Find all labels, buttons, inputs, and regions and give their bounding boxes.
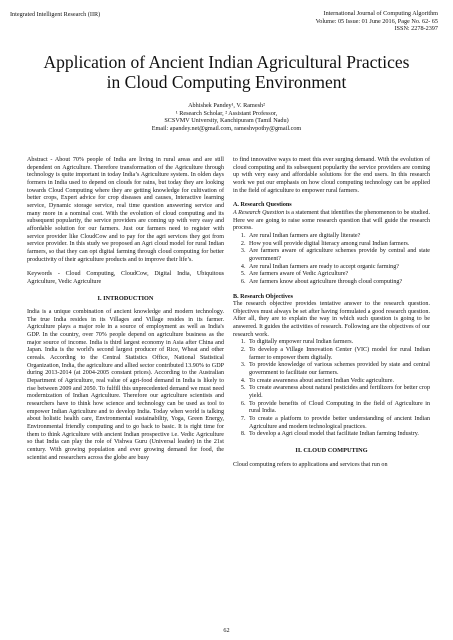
list-item: 7. To create a platform to provide better understanding of ancient Indian Agriculture and modern technological practices. (247, 416, 430, 431)
list-item: 5. Are farmers aware of Vedic Agriculture? (247, 271, 430, 279)
author-names: Abhishek Pandey¹, V. Ramesh² (188, 102, 265, 109)
list-item: 6. Are farmers know about agriculture through cloud computing? (247, 279, 430, 287)
abstract: Abstract - About 70% people of India are living in rural areas and are still dependent on Agriculture. Therefore transformation of the Agriculture through technology is quite important in today India’s Agriculture system. In olden days formers in India used to depend on clouds for rains, but today they are looking towards Cloud Computing where they are getting knowledge for cultivation of better crops, Expert advice for crop diseases and causes, Interactive learning service, Dynamic storage service, real time question answering service and many more in a nominal cost. With the evolution of cloud computing and its subsequent popularity, the service providers are coming up with very easy and affordable solution for our farmers. Just our farmers need to register with service provider like CloudCow and to pay for the agri services they got from service provider. In this study we proposed an Agri cloud model for rural Indian farmers, so that they can opt digital farming through cloud computing for better productivity of their agriculture products and to improve their life’s. (27, 157, 224, 263)
research-questions-body: is a statement that identifies the phenomenon to be studied. Here we are going to raise some research question that will guide the research process. (233, 209, 430, 232)
list-item: 4. Are rural Indian farmers are ready to accept organic farming? (247, 264, 430, 272)
list-item: 1. Are rural Indian farmers are digitally literate? (247, 233, 430, 241)
research-question-term: A Research Question (233, 209, 285, 216)
list-item: 8. To develop a Agri cloud model that facilitate Indian farming Industry. (247, 431, 430, 439)
research-objectives-text: The research objective provides tentative answer to the research question. Objectives must always be set after having formulated a good research question. After all, they are to explain the way in which such question is going to be answered. It guides the activities of research. Following are the objectives of our research work. (233, 301, 430, 338)
research-objectives-list (233, 339, 430, 439)
journal-name: International Journal of Computing Algorithm (323, 10, 438, 17)
journal-info (316, 10, 438, 33)
list-item: 2. How you will provide digital literacy among rural Indian farmers. (247, 241, 430, 249)
author-roles: ¹ Research Scholar, ² Assistant Professor, (175, 109, 278, 117)
research-objectives-heading: B. Research Objectives (233, 293, 293, 300)
cloud-computing-text: Cloud computing refers to applications and services that run on (233, 461, 388, 468)
paper-title (0, 52, 453, 92)
intro-text: India is a unique combination of ancient knowledge and modern technology. The true India resides in its Villages and Village resides in its farmer. Agriculture plays a major role in a source of employment as well as India's GDP. In the country, over 70% people depend on agriculture business as the major source of income. India is third largest economy in Asia after China and Japan. India is the world's second largest producer of Rice, Wheat and other cereals. According to the Central Statistics Office, National Statistical Organization, India, the agriculture and allied sector contributed 13.90% to GDP during 2013-2014 (at 2004-2005 constant prices). According to the Australian Department of Agriculture, real value of agri-food demand in India is likely to rise between 2009 and 2050. To fulfill this unprecedented demand we must need modernization of Indian Agriculture. Therefore our agriculture scientists and researchers have to think how science and technology can be used as tool to empower Indian Agriculture and to develop India. Today when world is talking about holistic health care, Environmental sustainability, Yoga, Green Energy, Environmental friendly computing and to go back to basic. It is right time for them to think Agriculture with ancient Indian prospective i.e. Vedic Agriculture so that India can play the role of Vishwa Guru (Universal leader) in the 21st century. With growing population and ever growing demand for food, the scientist and researchers across the globe are busy (27, 309, 224, 461)
author-block (0, 102, 453, 132)
research-questions-list (233, 233, 430, 287)
list-item: 3. Are farmers aware of agriculture schemes provide by central and state government? (247, 248, 430, 263)
journal-volume: Volume: 05 Issue: 01 June 2016, Page No. 62- 65 (315, 17, 438, 25)
list-item: 1. To digitally empower rural Indian farmers. (247, 339, 430, 347)
intro-heading: I. INTRODUCTION (97, 294, 154, 302)
cloud-computing-heading: II. CLOUD COMPUTING (295, 446, 368, 454)
right-column (233, 157, 430, 469)
list-item: 3. To provide knowledge of various schemes provided by state and central government to facilitate our farmers. (247, 362, 430, 377)
keywords: Keywords - Cloud Computing, CloudCow, Digital India, Ubiquitous Agriculture, Vedic Agriculture (27, 271, 224, 285)
paper-title-line2: in Cloud Computing Environment (106, 72, 347, 92)
paper-title-line1: Application of Ancient Indian Agricultural Practices (43, 52, 410, 72)
list-item: 4. To create awareness about ancient Indian Vedic agriculture. (247, 378, 430, 386)
journal-publisher: Integrated Intelligent Research (IIR) (10, 11, 101, 18)
journal-issn: ISSN: 2278-2397 (394, 25, 438, 33)
list-item: 6. To provide benefits of Cloud Computing in the field of Agriculture in rural India. (247, 401, 430, 416)
author-affiliation: SCSVMV University, Kanchipuram (Tamil Nadu) (164, 117, 289, 125)
research-questions-heading: A. Research Questions (233, 202, 292, 209)
left-column (27, 157, 224, 462)
list-item: 5. To create awareness about natural pesticides and fertilizers for better crop yield. (247, 385, 430, 400)
list-item: 2. To develop a Village Innovation Center (VIC) model for rural Indian farmer to empower them digitally. (247, 347, 430, 362)
research-questions-text (233, 210, 430, 233)
page-number: 62 (223, 627, 230, 634)
author-email: Email: apandey.net@gmail.com, rameshvpothy@gmail.com (151, 124, 302, 132)
intro-continued: to find innovative ways to meet this ever surging demand. With the evolution of cloud computing and its subsequent popularity the service providers are coming up with very easy and affordable solutions for the end users. In this research work we put our emphasis on how cloud computing technology can be applied in the field of agriculture to empower rural farmers. (233, 157, 430, 194)
